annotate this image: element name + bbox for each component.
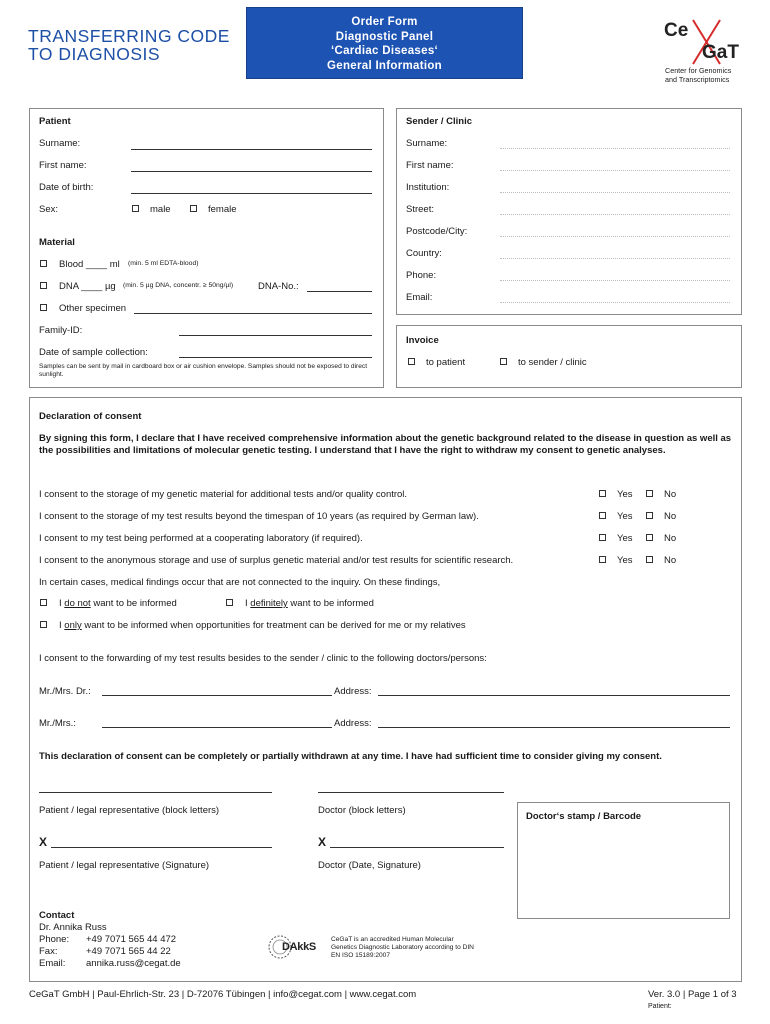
patient-signature-x: X [39, 835, 48, 849]
contact-heading: Contact [39, 910, 75, 921]
form-title-line: Order Form [351, 16, 418, 28]
blood-label: Blood ____ ml [59, 259, 120, 270]
sender-street-label: Street: [406, 204, 434, 215]
patient-signature-label: Patient / legal representative (Signature) [39, 860, 210, 871]
sender-postcode-label: Postcode/City: [406, 226, 468, 237]
sender-first-name-field[interactable] [500, 170, 730, 171]
header [0, 0, 770, 86]
consent-yes-label: Yes [617, 555, 633, 566]
dakks-text: DAkkS [282, 941, 316, 953]
sample-note: Samples can be sent by mail in cardboard box or air cushion envelope. Samples should not be exposed to direct sunlight. [39, 363, 368, 379]
other-specimen-field[interactable] [134, 313, 372, 314]
sender-first-name-label: First name: [406, 160, 454, 171]
family-id-label: Family-ID: [39, 325, 83, 336]
patient-block-field[interactable] [39, 792, 272, 793]
consent-no-checkbox[interactable] [646, 556, 653, 563]
address-field[interactable] [378, 727, 730, 728]
dna-note: (min. 5 µg DNA, concentr. ≥ 50ng/µl) [123, 282, 234, 289]
sender-email-field[interactable] [500, 302, 730, 303]
sender-email-label: Email: [406, 292, 433, 303]
findings-definitely-label: I definitely want to be informed [245, 598, 374, 609]
accreditation-text: CeGaT is an accredited Human Molecular Genetics Diagnostic Laboratory according to DIN EN ISO 15189:2007 [331, 936, 474, 960]
logo-sub-line-1: Center for Genomics [665, 66, 732, 75]
patient-signature-field[interactable] [51, 847, 272, 848]
brand-line-2: TO DIAGNOSIS [28, 44, 161, 64]
doctor-signature-field[interactable] [330, 847, 504, 848]
contact-email[interactable]: annika.russ@cegat.de [86, 958, 181, 969]
mr-dr-field[interactable] [102, 695, 332, 696]
cegat-logo [660, 18, 740, 66]
family-id-field[interactable] [179, 335, 372, 336]
withdraw-text: This declaration of consent can be completely or partially withdrawn at any time. I have had sufficient time to consider giving my consent. [39, 751, 662, 762]
dob-field[interactable] [131, 193, 372, 194]
dna-no-label: DNA-No.: [258, 281, 299, 292]
sample-date-field[interactable] [179, 357, 372, 358]
mr-field[interactable] [102, 727, 332, 728]
surname-label: Surname: [39, 138, 81, 149]
consent-yes-label: Yes [617, 489, 633, 500]
female-label: female [208, 204, 237, 215]
invoice-heading: Invoice [406, 335, 439, 346]
logo-sub-line-2: and Transcriptomics [665, 74, 730, 84]
sender-institution-label: Institution: [406, 182, 450, 193]
dna-no-field[interactable] [307, 291, 372, 292]
consent-yes-checkbox[interactable] [599, 490, 606, 497]
consent-no-label: No [664, 533, 677, 544]
patient-heading: Patient [39, 116, 71, 127]
sender-country-field[interactable] [500, 258, 730, 259]
consent-no-checkbox[interactable] [646, 512, 653, 519]
sender-postcode-field[interactable] [500, 236, 730, 237]
contact-fax: +49 7071 565 44 22 [86, 946, 171, 957]
findings-not-checkbox[interactable] [40, 599, 47, 606]
sender-phone-label: Phone: [406, 270, 437, 281]
mr-dr-label: Mr./Mrs. Dr.: [39, 686, 91, 697]
female-checkbox[interactable] [190, 205, 197, 212]
sender-heading: Sender / Clinic [406, 116, 472, 127]
consent-no-label: No [664, 511, 677, 522]
form-title-box [246, 7, 523, 79]
brand-line-1: TRANSFERRING CODE [28, 26, 230, 46]
contact-phone: +49 7071 565 44 472 [86, 934, 177, 945]
form-title-line: Diagnostic Panel [335, 30, 434, 43]
dob-label: Date of birth: [39, 182, 94, 193]
consent-yes-label: Yes [617, 511, 633, 522]
sender-street-field[interactable] [500, 214, 730, 215]
patient-box [29, 108, 384, 388]
form-title-line: ‘Cardiac Diseases‘ [330, 45, 439, 57]
consent-yes-label: Yes [617, 533, 633, 544]
mr-label: Mr./Mrs.: [39, 718, 76, 729]
footer-patient-label: Patient: [648, 1003, 672, 1010]
findings-text: In certain cases, medical findings occur that are not connected to the inquiry. On these findings, [39, 577, 441, 588]
consent-no-label: No [664, 555, 677, 566]
doctor-signature-label: Doctor (Date, Signature) [318, 860, 421, 871]
address-field[interactable] [378, 695, 730, 696]
consent-yes-checkbox[interactable] [599, 512, 606, 519]
patient-block-label: Patient / legal representative (block letters) [39, 805, 220, 816]
footer-version: Ver. 3.0 | Page 1 of 3 [648, 989, 737, 1000]
contact-phone-label: Phone: [39, 934, 70, 945]
sender-institution-field[interactable] [500, 192, 730, 193]
logo-subtitle [665, 67, 731, 84]
logo-text-bottom: GaT [702, 42, 739, 63]
sample-date-label: Date of sample collection: [39, 347, 148, 358]
findings-not-label: I do not want to be informed [59, 598, 177, 609]
doctor-block-label: Doctor (block letters) [318, 805, 406, 816]
contact-name: Dr. Annika Russ [39, 922, 107, 933]
other-specimen-label: Other specimen [59, 303, 127, 314]
consent-no-checkbox[interactable] [646, 534, 653, 541]
consent-item: I consent to the storage of my test results beyond the timespan of 10 years (as required by German law). [39, 511, 479, 522]
consent-item: I consent to my test being performed at a cooperating laboratory (if required). [39, 533, 363, 544]
findings-only-label: I only want to be informed when opportunities for treatment can be derived for me or my relatives [59, 620, 466, 631]
consent-item: I consent to the storage of my genetic material for additional tests and/or quality control. [39, 489, 408, 500]
form-title-line: General Information [327, 59, 442, 72]
footer-address: CeGaT GmbH | Paul-Ehrlich-Str. 23 | D-72076 Tübingen | info@cegat.com | www.cegat.com [29, 989, 417, 1000]
invoice-sender-checkbox[interactable] [500, 358, 507, 365]
consent-no-label: No [664, 489, 677, 500]
stamp-label: Doctor‘s stamp / Barcode [526, 811, 642, 822]
invoice-patient-checkbox[interactable] [408, 358, 415, 365]
blood-checkbox[interactable] [40, 260, 47, 267]
consent-no-checkbox[interactable] [646, 490, 653, 497]
sender-box [396, 108, 742, 315]
male-checkbox[interactable] [132, 205, 139, 212]
other-specimen-checkbox[interactable] [40, 304, 47, 311]
surname-field[interactable] [131, 149, 372, 150]
invoice-patient-label: to patient [426, 357, 466, 368]
male-label: male [150, 204, 171, 215]
logo-text-top: Ce [664, 20, 689, 41]
dna-checkbox[interactable] [40, 282, 47, 289]
consent-intro: By signing this form, I declare that I have received comprehensive information about the genetic background related to the disease in question as well as the possibilities and limitations of molecular genetic testing. I understand that I have the right to withdraw my consent to genetic analyses. [39, 433, 732, 456]
doctor-signature-x: X [318, 835, 327, 849]
findings-only-checkbox[interactable] [40, 621, 47, 628]
sender-country-label: Country: [406, 248, 442, 259]
dakks-logo [268, 932, 328, 962]
sender-phone-field[interactable] [500, 280, 730, 281]
consent-yes-checkbox[interactable] [599, 556, 606, 563]
sender-surname-field[interactable] [500, 148, 730, 149]
address-label: Address: [334, 686, 372, 697]
invoice-sender-label: to sender / clinic [518, 357, 587, 368]
sex-label: Sex: [39, 204, 59, 215]
forwarding-text: I consent to the forwarding of my test results besides to the sender / clinic to the following doctors/persons: [39, 653, 487, 664]
consent-heading: Declaration of consent [39, 411, 142, 422]
address-label: Address: [334, 718, 372, 729]
blood-note: (min. 5 ml EDTA-blood) [128, 260, 199, 267]
material-heading: Material [39, 237, 75, 248]
dna-label: DNA ____ µg [59, 281, 116, 292]
first-name-field[interactable] [131, 171, 372, 172]
consent-yes-checkbox[interactable] [599, 534, 606, 541]
findings-definitely-checkbox[interactable] [226, 599, 233, 606]
contact-fax-label: Fax: [39, 946, 58, 957]
sender-surname-label: Surname: [406, 138, 448, 149]
doctor-block-field[interactable] [318, 792, 504, 793]
first-name-label: First name: [39, 160, 87, 171]
contact-email-label: Email: [39, 958, 66, 969]
consent-item: I consent to the anonymous storage and use of surplus genetic material and/or test results for scientific research. [39, 555, 514, 566]
